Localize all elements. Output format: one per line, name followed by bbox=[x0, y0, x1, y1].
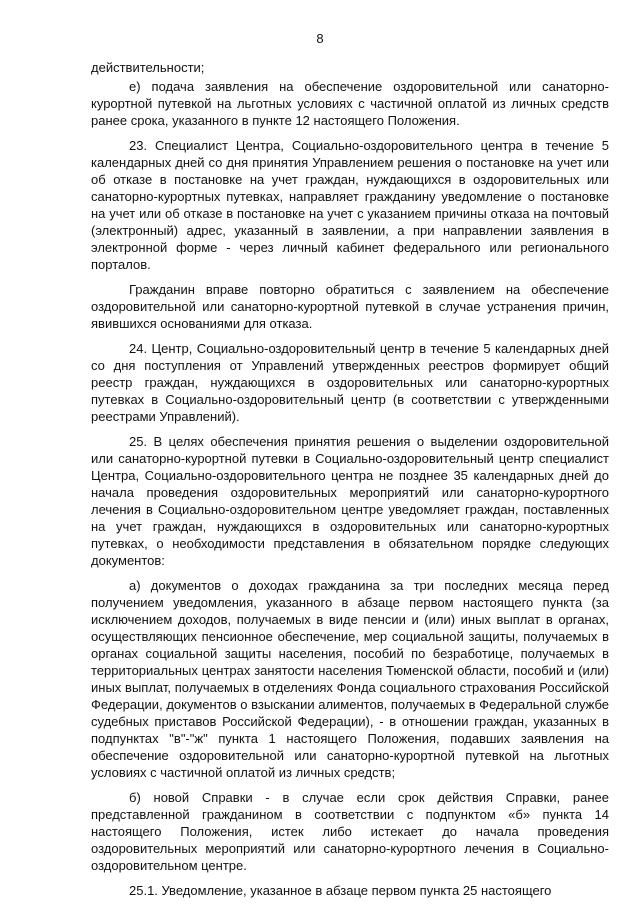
page-number: 8 bbox=[316, 31, 324, 46]
paragraph-item-e: е) подача заявления на обеспечение оздоровительной или санаторно-курортной путевкой на льготных условиях с частичной оплатой из личных средств ранее срока, указанного в пункте 12 настоящего Положения. bbox=[91, 79, 609, 128]
paragraph-clause-23: 23. Специалист Центра, Социально-оздоровительного центра в течение 5 календарных дней со дня принятия Управлением решения о постановке на учет или об отказе в постановке на учет граждан, нуждающихся в оздоровительных или санаторно-курортных путевках, направляет гражданину уведомление о постановке на учет или об отказе в постановке на учет с указанием причины отказа на почтовый (электронный) адрес, указанный в заявлении, а при направлении заявления в электронной форме - через личный кабинет федерального или регионального порталов. bbox=[91, 138, 609, 272]
document-body bbox=[91, 59, 609, 907]
paragraph-clause-25-1: 25.1. Уведомление, указанное в абзаце первом пункта 25 настоящего bbox=[129, 883, 552, 898]
paragraph-clause-24: 24. Центр, Социально-оздоровительный центр в течение 5 календарных дней со дня поступления от Управлений утвержденных реестров формирует общий реестр граждан, нуждающихся в оздоровительных или санаторно-курортных путевках в Социально-оздоровительный центр (в соответствии с утвержденными реестрами Управлений). bbox=[91, 341, 609, 424]
paragraph-reapply: Гражданин вправе повторно обратиться с заявлением на обеспечение оздоровительной или санаторно-курортной путевкой в случае устранения причин, явившихся основаниями для отказа. bbox=[91, 282, 609, 331]
paragraph-clause-25: 25. В целях обеспечения принятия решения о выделении оздоровительной или санаторно-курортной путевки в Социально-оздоровительный центр специалист Центра, Социально-оздоровительного центра не позднее 35 календарных дней до начала проведения оздоровительных мероприятий или санаторно-курортного лечения в Социально-оздоровительном центре уведомляет граждан, поставленных на учет граждан, нуждающихся в оздоровительных или санаторно-курортных путевках, о необходимости представления в обязательном порядке следующих документов: bbox=[91, 434, 609, 568]
paragraph-item-a: а) документов о доходах гражданина за три последних месяца перед получением уведомления, указанного в абзаце первом настоящего пункта (за исключением доходов, получаемых в виде пенсии и (или) иных выплат в органах, осуществляющих пенсионное обеспечение, мер социальной защиты, получаемых в органах социальной защиты населения, пособий по безработице, получаемых в территориальных центрах занятости населения Тюменской области, пособий и (или) иных выплат, получаемых в отделениях Фонда социального страхования Российской Федерации, документов о взыскании алиментов, получаемых в Федеральной службе судебных приставов Российской Федерации), - в отношении граждан, указанных в подпунктах "в"-"ж" пункта 1 настоящего Положения, подавших заявления на обеспечение оздоровительной или санаторно-курортной путевкой на льготных условиях с частичной оплатой из личных средств; bbox=[91, 578, 609, 780]
paragraph-item-b: б) новой Справки - в случае если срок действия Справки, ранее представленной гражданином в соответствии с подпунктом «б» пункта 14 настоящего Положения, истек либо истекает до начала проведения оздоровительных мероприятий или санаторно-курортного лечения в Социально-оздоровительном центре. bbox=[91, 790, 609, 873]
paragraph-continuation: действительности; bbox=[91, 60, 205, 75]
